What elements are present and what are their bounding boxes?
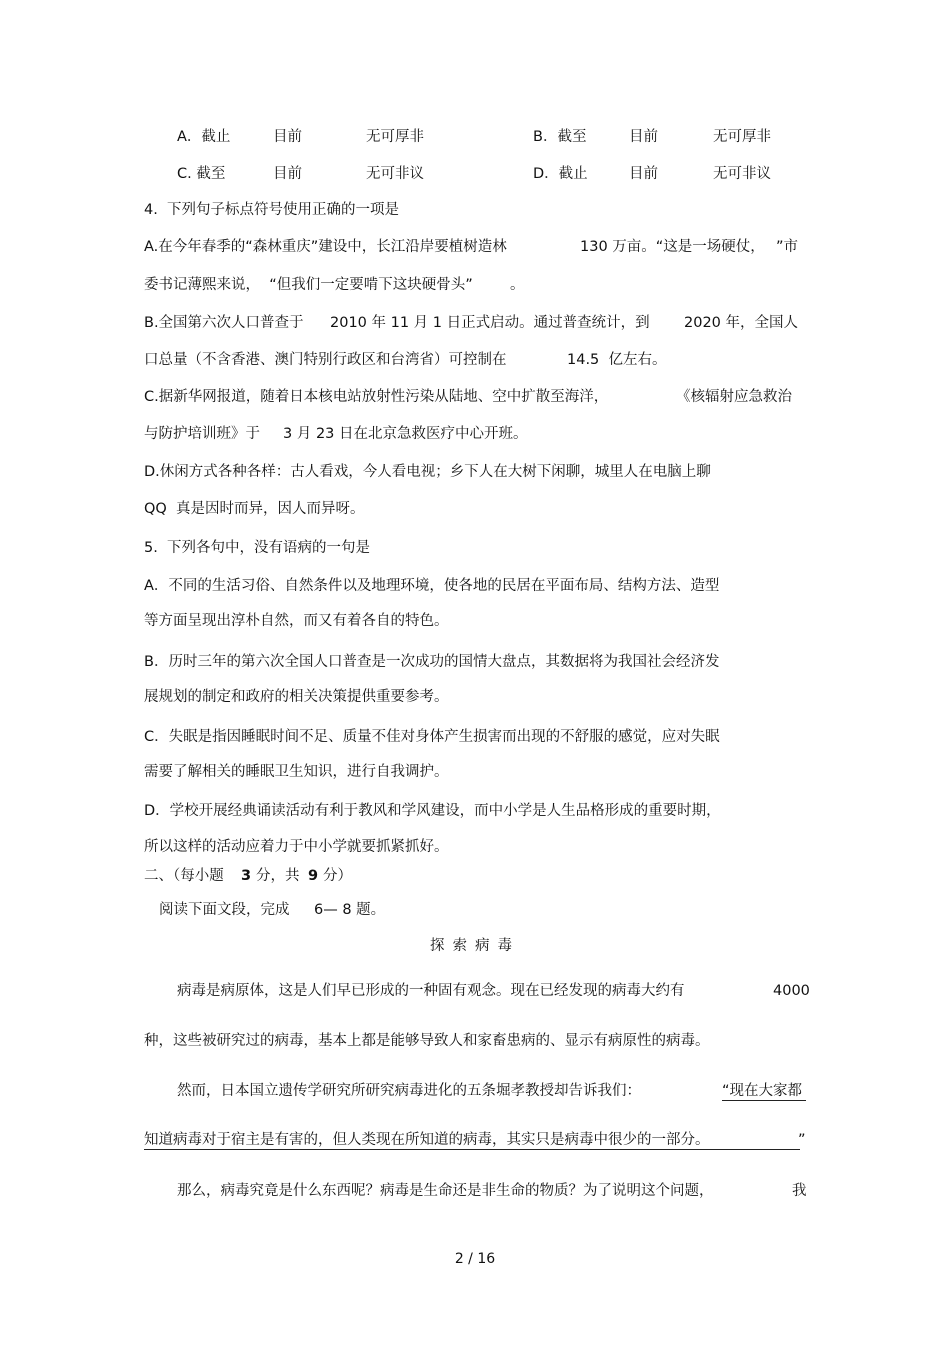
passage-p2-line2-quote-end: ”	[798, 1132, 806, 1148]
page-number: 2 / 16	[454, 1251, 496, 1267]
section2-instruction-b: 6— 8 题。	[314, 902, 386, 918]
section2-heading-b: 分，共	[256, 868, 300, 884]
passage-p1-line1: 病毒是病原体，这是人们早已形成的一种固有观念。现在已经发现的病毒大约有	[177, 983, 685, 999]
passage-p2-line1-quote: “现在大家都	[722, 1083, 803, 1099]
q4-option-b-line1-end: 2020 年，全国人	[684, 315, 799, 331]
q3-option-c-word1: 目前	[273, 166, 302, 182]
quote-underline-1	[722, 1100, 806, 1101]
quote-underline-2	[144, 1149, 800, 1150]
q3-option-c-label: C. 截至	[177, 166, 226, 182]
q4-option-d-line1: D.休闲方式各种各样：古人看戏，今人看电视；乡下人在大树下闲聊，城里人在电脑上聊	[144, 464, 711, 480]
passage-p3-line1-end: 我	[792, 1183, 807, 1199]
q3-option-b-word2: 无可厚非	[713, 129, 771, 145]
q3-option-d-word2: 无可非议	[713, 166, 771, 182]
passage-p3-line1: 那么，病毒究竟是什么东西呢？病毒是生命还是非生命的物质？为了说明这个问题，	[177, 1183, 714, 1199]
passage-p1-line2: 种，这些被研究过的病毒，基本上都是能够导致人和家畜患病的、显示有病原性的病毒。	[144, 1033, 710, 1049]
q5-option-b-line2: 展规划的制定和政府的相关决策提供重要参考。	[144, 689, 449, 705]
q4-option-c-line1-end: 《核辐射应急救治	[676, 389, 792, 405]
q5-stem: 5. 下列各句中，没有语病的一句是	[144, 540, 371, 556]
q4-option-b-line2-end: 14.5 亿左右。	[567, 352, 667, 368]
q3-option-b-word1: 目前	[629, 129, 658, 145]
q5-option-a-line1: A．不同的生活习俗、自然条件以及地理环境，使各地的民居在平面布局、结构方法、造型	[144, 578, 720, 594]
q5-option-b-line1: B．历时三年的第六次全国人口普查是一次成功的国情大盘点，其数据将为我国社会经济发	[144, 654, 720, 670]
q4-option-a-line1: A.在今年春季的“森林重庆”建设中，长江沿岸要植树造林	[144, 239, 507, 255]
q4-option-c-line2: 与防护培训班》于	[144, 426, 260, 442]
section2-heading-a: 二、（每小题	[144, 868, 224, 884]
q4-option-b-line1-mid: 2010 年 11 月 1 日正式启动。通过普查统计，到	[330, 315, 650, 331]
q4-option-b-line2: 口总量（不含香港、澳门特别行政区和台湾省）可控制在	[144, 352, 507, 368]
passage-title: 探索病毒	[430, 938, 520, 954]
section2-instruction-a: 阅读下面文段，完成	[159, 902, 290, 918]
section2-heading-num2: 9	[308, 868, 319, 884]
passage-p2-line1: 然而，日本国立遗传学研究所研究病毒进化的五条堀孝教授却告诉我们：	[177, 1083, 641, 1099]
passage-p1-line1-num: 4000	[773, 983, 810, 999]
section2-heading-c: 分）	[323, 868, 352, 884]
q4-option-c-line2-end: 3 月 23 日在北京急救医疗中心开班。	[283, 426, 528, 442]
q3-option-c-word2: 无可非议	[366, 166, 424, 182]
q5-option-c-line1: C．失眠是指因睡眠时间不足、质量不佳对身体产生损害而出现的不舒服的感觉，应对失眠	[144, 729, 720, 745]
passage-p2-line2: 知道病毒对于宿主是有害的，但人类现在所知道的病毒，其实只是病毒中很少的一部分。	[144, 1132, 710, 1148]
q4-option-c-line1: C.据新华网报道，随着日本核电站放射性污染从陆地、空中扩散至海洋，	[144, 389, 609, 405]
q4-option-a-line1-end: ”市	[776, 239, 799, 255]
q3-option-a-word2: 无可厚非	[366, 129, 424, 145]
q4-option-a-line1-num: 130 万亩。“这是一场硬仗，	[580, 239, 765, 255]
q4-option-d-line2: QQ 真是因时而异，因人而异呀。	[144, 501, 365, 517]
q3-option-d-word1: 目前	[629, 166, 658, 182]
q5-option-d-line1: D．学校开展经典诵读活动有利于教风和学风建设，而中小学是人生品格形成的重要时期，	[144, 803, 721, 819]
q4-stem: 4. 下列句子标点符号使用正确的一项是	[144, 202, 400, 218]
q3-option-b-label: B．截至	[533, 129, 587, 145]
q3-option-d-label: D．截止	[533, 166, 588, 182]
q3-option-a-word1: 目前	[273, 129, 302, 145]
q3-option-a-label: A．截止	[177, 129, 231, 145]
section2-heading-num1: 3	[241, 868, 252, 884]
q5-option-d-line2: 所以这样的活动应着力于中小学就要抓紧抓好。	[144, 839, 449, 855]
q4-option-b-line1: B.全国第六次人口普查于	[144, 315, 304, 331]
q4-option-a-line2-end: 。	[510, 277, 525, 293]
q4-option-a-line2: 委书记薄熙来说， “但我们一定要啃下这块硬骨头”	[144, 277, 473, 293]
q5-option-a-line2: 等方面呈现出淳朴自然，而又有着各自的特色。	[144, 613, 449, 629]
q5-option-c-line2: 需要了解相关的睡眠卫生知识，进行自我调护。	[144, 764, 449, 780]
